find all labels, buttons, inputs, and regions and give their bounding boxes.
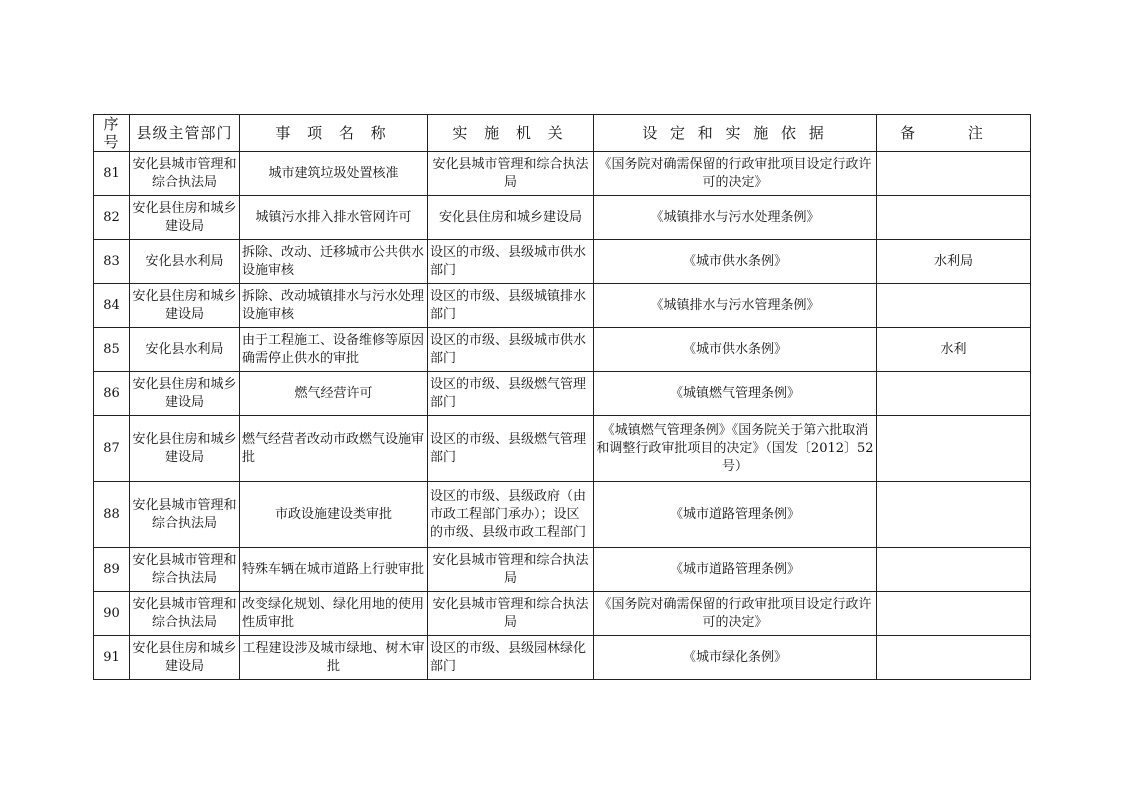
agency-cell: 安化县城市管理和综合执法局 (428, 152, 594, 196)
table-row (94, 482, 1031, 548)
table-row (94, 196, 1031, 240)
item-name-cell: 燃气经营者改动市政燃气设施审批 (240, 416, 428, 482)
agency-cell: 设区的市级、县级城市供水部门 (428, 328, 594, 372)
item-name-cell: 工程建设涉及城市绿地、树木审批 (240, 636, 428, 680)
serial-no-cell: 81 (94, 152, 130, 196)
serial-no-cell: 88 (94, 482, 130, 548)
item-name-cell: 改变绿化规划、绿化用地的使用性质审批 (240, 592, 428, 636)
basis-cell: 《城镇排水与污水管理条例》 (594, 284, 877, 328)
item-name-cell: 市政设施建设类审批 (240, 482, 428, 548)
department-cell: 安化县住房和城乡建设局 (130, 372, 240, 416)
header-serial-no: 序号 (94, 115, 130, 152)
serial-no-cell: 84 (94, 284, 130, 328)
department-cell: 安化县住房和城乡建设局 (130, 196, 240, 240)
serial-no-cell: 86 (94, 372, 130, 416)
agency-cell: 安化县城市管理和综合执法局 (428, 548, 594, 592)
serial-no-cell: 89 (94, 548, 130, 592)
department-cell: 安化县城市管理和综合执法局 (130, 548, 240, 592)
agency-cell: 安化县住房和城乡建设局 (428, 196, 594, 240)
agency-cell: 设区的市级、县级燃气管理部门 (428, 372, 594, 416)
agency-cell: 设区的市级、县级城市供水部门 (428, 240, 594, 284)
item-name-cell: 由于工程施工、设备维修等原因确需停止供水的审批 (240, 328, 428, 372)
header-item-name: 事 项 名 称 (240, 115, 428, 152)
remarks-cell (877, 592, 1031, 636)
table-row (94, 328, 1031, 372)
remarks-cell (877, 416, 1031, 482)
agency-cell: 设区的市级、县级园林绿化部门 (428, 636, 594, 680)
item-name-cell: 拆除、改动城镇排水与污水处理设施审核 (240, 284, 428, 328)
department-cell: 安化县水利局 (130, 328, 240, 372)
serial-no-cell: 83 (94, 240, 130, 284)
table-row (94, 416, 1031, 482)
basis-cell: 《城镇燃气管理条例》《国务院关于第六批取消和调整行政审批项目的决定》（国发〔2012〕52 号） (594, 416, 877, 482)
department-cell: 安化县水利局 (130, 240, 240, 284)
table-header-row (94, 115, 1031, 152)
department-cell: 安化县住房和城乡建设局 (130, 416, 240, 482)
agency-cell: 安化县城市管理和综合执法局 (428, 592, 594, 636)
remarks-cell (877, 482, 1031, 548)
header-county-department: 县级主管部门 (130, 115, 240, 152)
basis-cell: 《城市供水条例》 (594, 328, 877, 372)
basis-cell: 《城镇燃气管理条例》 (594, 372, 877, 416)
remarks-cell (877, 196, 1031, 240)
remarks-cell: 水利局 (877, 240, 1031, 284)
table-row (94, 372, 1031, 416)
remarks-cell (877, 636, 1031, 680)
table-row (94, 284, 1031, 328)
basis-cell: 《城市供水条例》 (594, 240, 877, 284)
serial-no-cell: 82 (94, 196, 130, 240)
serial-no-cell: 90 (94, 592, 130, 636)
item-name-cell: 城镇污水排入排水管网许可 (240, 196, 428, 240)
basis-cell: 《城市道路管理条例》 (594, 482, 877, 548)
agency-cell: 设区的市级、县级城镇排水部门 (428, 284, 594, 328)
serial-no-cell: 85 (94, 328, 130, 372)
basis-cell: 《城市道路管理条例》 (594, 548, 877, 592)
department-cell: 安化县城市管理和综合执法局 (130, 152, 240, 196)
remarks-cell (877, 284, 1031, 328)
table-row (94, 152, 1031, 196)
header-remarks: 备 注 (877, 115, 1031, 152)
table-row (94, 548, 1031, 592)
table-row (94, 240, 1031, 284)
remarks-cell (877, 152, 1031, 196)
basis-cell: 《国务院对确需保留的行政审批项目设定行政许可的决定》 (594, 152, 877, 196)
table-row (94, 592, 1031, 636)
agency-cell: 设区的市级、县级政府（由市政工程部门承办）；设区的市级、县级市政工程部门 (428, 482, 594, 548)
item-name-cell: 城市建筑垃圾处置核准 (240, 152, 428, 196)
basis-cell: 《城镇排水与污水处理条例》 (594, 196, 877, 240)
department-cell: 安化县城市管理和综合执法局 (130, 592, 240, 636)
remarks-cell (877, 548, 1031, 592)
serial-no-cell: 87 (94, 416, 130, 482)
department-cell: 安化县住房和城乡建设局 (130, 284, 240, 328)
serial-no-cell: 91 (94, 636, 130, 680)
approval-items-table (93, 114, 1031, 680)
header-implementing-agency: 实 施 机 关 (428, 115, 594, 152)
item-name-cell: 特殊车辆在城市道路上行驶审批 (240, 548, 428, 592)
department-cell: 安化县城市管理和综合执法局 (130, 482, 240, 548)
table-row (94, 636, 1031, 680)
item-name-cell: 燃气经营许可 (240, 372, 428, 416)
agency-cell: 设区的市级、县级燃气管理部门 (428, 416, 594, 482)
remarks-cell: 水利 (877, 328, 1031, 372)
basis-cell: 《国务院对确需保留的行政审批项目设定行政许可的决定》 (594, 592, 877, 636)
basis-cell: 《城市绿化条例》 (594, 636, 877, 680)
remarks-cell (877, 372, 1031, 416)
department-cell: 安化县住房和城乡建设局 (130, 636, 240, 680)
item-name-cell: 拆除、改动、迁移城市公共供水设施审核 (240, 240, 428, 284)
header-legal-basis: 设 定 和 实 施 依 据 (594, 115, 877, 152)
